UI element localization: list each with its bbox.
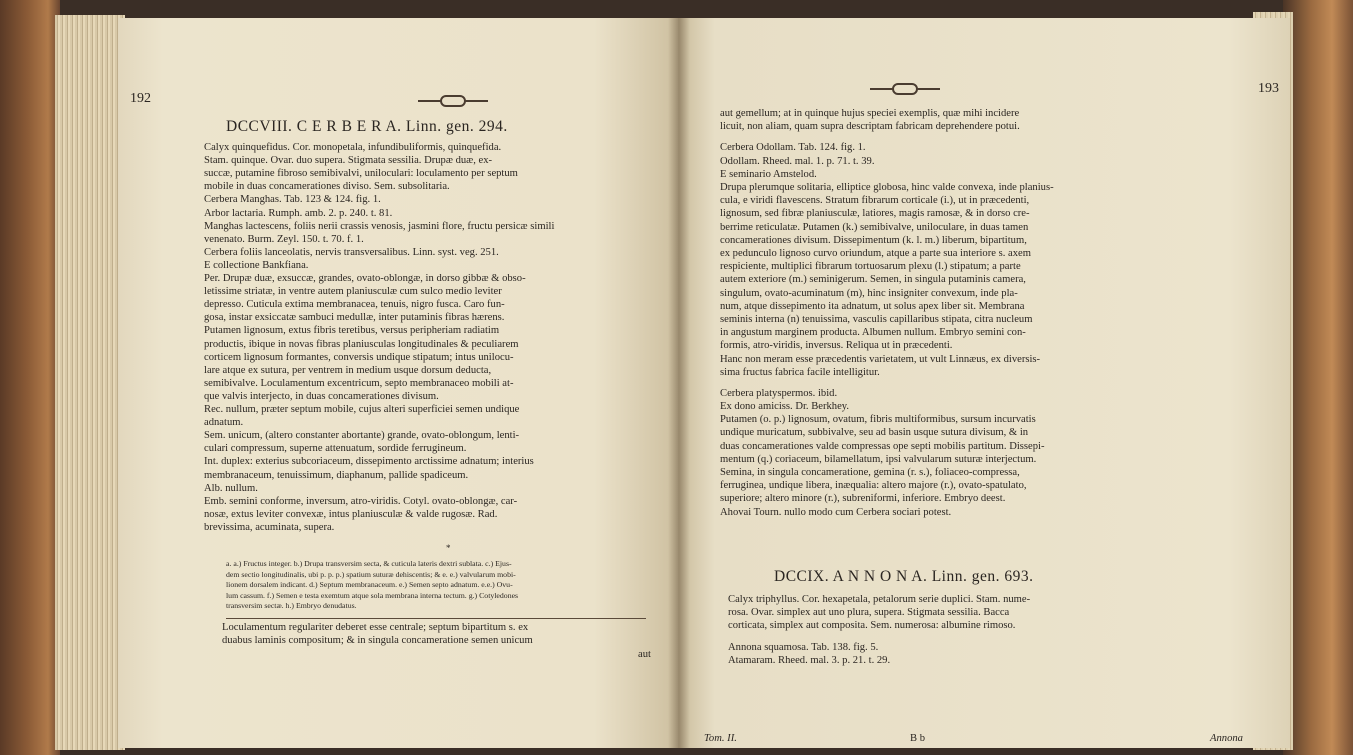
text-line: Sem. unicum, (altero constanter abortante) grande, ovato-oblongum, lenti-	[204, 430, 520, 442]
text-line: duas concamerationes valde compressas ope septi mobilis partitum. Dissepi-	[720, 440, 1045, 452]
text-line: respiciente, multiplici fibrarum tortuosarum plexu (l.) stipatum; a parte	[720, 261, 1021, 273]
ornament-icon-right	[870, 83, 940, 95]
text-line: semibivalve. Loculamentum excentricum, septo membranaceo mobili at-	[204, 377, 514, 389]
text-line: cula, e viridi flavescens. Stratum fibrarum corticale (i.), ut in præcedenti,	[720, 195, 1030, 207]
text-line: corticata, simplex aut composita. Sem. numerosa: albumine rimoso.	[728, 620, 1016, 632]
text-line: Loculamentum regulariter deberet esse centrale; septum bipartitum s. ex	[222, 622, 529, 633]
text-line: gosa, instar exsiccatæ sambuci medullæ, inter putaminis fibras hærens.	[204, 312, 505, 324]
text-line: seminis interna (n) tenuissima, vasculis capillaribus stipata, citra nucleum	[720, 313, 1033, 325]
footer-volume: Tom. II.	[704, 733, 737, 744]
text-line: Stam. quinque. Ovar. duo supera. Stigmata sessilia. Drupæ duæ, ex-	[204, 155, 493, 167]
text-line: depresso. Cuticula extima membranacea, tenuis, nigro fusca. Caro fun-	[204, 299, 505, 311]
text-line: Drupa plerumque solitaria, elliptice globosa, hinc valde convexa, inde planius-	[720, 181, 1054, 193]
text-line: Int. duplex: exterius subcoriaceum, dissepimento arctissime adnatum; interius	[204, 456, 534, 468]
text-line: corticem lignosum formantes, conversis undique stipatum; intus unilocu-	[204, 351, 514, 363]
text-line: Putamen lignosum, extus fibris teretibus, versus peripheriam radiatim	[204, 325, 500, 337]
text-line: aut gemellum; at in quinque hujus speciei exemplis, quæ mihi incidere	[720, 108, 1020, 119]
section-heading-annona: DCCIX. A N N O N A. Linn. gen. 693.	[774, 568, 1034, 585]
text-line: licuit, non aliam, quam supra descriptam fabricam deprehendere potui.	[720, 121, 1020, 133]
text-line: lionem dorsalem indicant. d.) Septum membranaceum. e.) Semen septo adnatum. e.e.) Ovu-	[226, 580, 513, 589]
text-line: undique muricatum, subbivalve, seu ad basin usque sutura divisum, & in	[720, 427, 1029, 439]
text-line: Putamen (o. p.) lignosum, ovatum, fibris multiformibus, sursum incurvatis	[720, 414, 1036, 426]
text-line: nosæ, extus leviter convexæ, intus planiusculæ & valde rugosæ. Rad.	[204, 508, 498, 520]
text-line: formis, atro-viridis, inversus. Reliqua ut in præcedenti.	[720, 340, 953, 352]
text-line: autem exteriore (m.) seminigerum. Semen, in singula putaminis camera,	[720, 274, 1026, 286]
footnote-star: *	[446, 543, 451, 553]
text-line: Annona squamosa. Tab. 138. fig. 5.	[728, 641, 879, 653]
text-line: letissime striatæ, in ventre autem planiusculæ cum sulco medio leviter	[204, 286, 502, 298]
book-gutter	[668, 18, 690, 748]
text-line: Semina, in singula concameratione, gemina (r. s.), foliaceo-compressa,	[720, 467, 1020, 479]
text-line: superiore; altero minore (r.), subreniformi, inferiore. Embryo deest.	[720, 493, 1006, 505]
text-line: productis, ibique in novas fibras planiusculas longitudinales & peculiarem	[204, 338, 519, 350]
text-line: in angustum marginem producta. Albumen nullum. Embryo semini con-	[720, 327, 1026, 339]
text-line: adnatum.	[204, 417, 244, 429]
footnote-rule	[226, 618, 646, 619]
text-line: rosa. Ovar. simplex aut uno plura, supera. Stigmata sessilia. Bacca	[728, 607, 1010, 619]
text-line: venenato. Burm. Zeyl. 150. t. 70. f. 1.	[204, 233, 364, 245]
text-line: ferruginea, undique libera, inæqualia: altero majore (r.), ovato-spatulato,	[720, 480, 1027, 492]
text-line: E collectione Bankfiana.	[204, 259, 309, 271]
right-page	[678, 18, 1290, 748]
text-line: sima fructus fabrica facile intelligitur.	[720, 366, 880, 378]
text-line: Calyx quinquefidus. Cor. monopetala, infundibuliformis, quinquefida.	[204, 142, 502, 153]
text-line: ex pedunculo lignoso curvo oriundum, atque a parte sua interiore s. axem	[720, 247, 1031, 259]
text-line: mentum (q.) coriaceum, bilamellatum, ipsi valvularum suturæ interjectum.	[720, 453, 1037, 465]
text-line: Cerbera Odollam. Tab. 124. fig. 1.	[720, 142, 866, 154]
text-line: Emb. semini conforme, inversum, atro-viridis. Cotyl. ovato-oblongæ, car-	[204, 495, 518, 507]
text-line: lum cassum. f.) Semen e testa exemtum atque sola membrana interna tectum. g.) Cotyledones	[226, 590, 519, 600]
text-line: Arbor lactaria. Rumph. amb. 2. p. 240. t. 81.	[204, 207, 393, 219]
ornament-icon-left	[418, 95, 488, 107]
text-line: a. a.) Fructus integer. b.) Drupa transversim secta, & cuticula lateris dextri sublata. c.) Ejus-	[226, 559, 512, 568]
text-line: Hanc non meram esse præcedentis varietatem, ut vult Linnæus, ex diversis-	[720, 353, 1041, 365]
text-line: lare atque ex sutura, per ventrem in medium usque dorsum deducta,	[204, 364, 492, 376]
text-line: num, atque dissepimento ita adnatum, ut solus apex liber sit. Membrana	[720, 300, 1025, 312]
text-line: concamerationes divisum. Dissepimentum (k. l. m.) liberum, bipartitum,	[720, 234, 1027, 246]
book-cover-right	[1283, 0, 1353, 755]
page-number-left: 192	[130, 91, 151, 106]
text-line: Atamaram. Rheed. mal. 3. p. 21. t. 29.	[728, 654, 891, 666]
footer-signature: B b	[910, 733, 926, 744]
section-heading-cerbera: DCCVIII. C E R B E R A. Linn. gen. 294.	[226, 118, 508, 135]
text-line: dem sectio longitudinalis, ubi p. p. p.) spatium suturæ dehiscentis; & e. e.) valvularum mobi-	[226, 569, 516, 579]
text-line: lignosum, sed fibræ planiusculæ, latiores, magis ramosæ, & in dorso cre-	[720, 208, 1030, 220]
text-line: E seminario Amstelod.	[720, 168, 817, 180]
page-number-right: 193	[1258, 81, 1279, 96]
text-line: Per. Drupæ duæ, exsuccæ, grandes, ovato-oblongæ, in dorso gibbæ & obso-	[204, 273, 526, 284]
text-line: singulum, ovato-acuminatum (m), hinc insigniter convexum, inde pla-	[720, 287, 1018, 299]
text-line: que valvis interjecto, in duas concamerationes divisum.	[204, 390, 439, 402]
text-line: Ahovai Tourn. nullo modo cum Cerbera sociari potest.	[720, 506, 952, 518]
text-line: Cerbera foliis lanceolatis, nervis transversalibus. Linn. syst. veg. 251.	[204, 246, 499, 258]
catchword-left: aut	[638, 649, 651, 660]
text-line: Odollam. Rheed. mal. 1. p. 71. t. 39.	[720, 155, 875, 167]
text-line: mobile in duas concamerationes diviso. Sem. subsolitaria.	[204, 181, 450, 193]
text-line: membranaceum, tenuissimum, diaphanum, pallide spadiceum.	[204, 469, 469, 481]
text-line: Manghas lactescens, foliis nerii crassis venosis, jasmini flore, fructu persicæ simili	[204, 220, 555, 232]
text-line: duabus laminis compositum; & in singula concameratione semen unicum	[222, 635, 533, 646]
catchword-right: Annona	[1210, 733, 1243, 744]
text-line: Calyx triphyllus. Cor. hexapetala, petalorum serie duplici. Stam. nume-	[728, 594, 1031, 605]
book-cover-left	[0, 0, 60, 755]
text-line: succæ, putamine fibroso semibivalvi, uniloculari: loculamento per septum	[204, 168, 518, 180]
text-line: Alb. nullum.	[204, 482, 258, 494]
page-edges-left	[55, 15, 125, 750]
text-line: berrime reticulatæ. Putamen (k.) semibivalve, uniloculare, in duas tamen	[720, 221, 1029, 233]
left-page	[118, 18, 678, 748]
text-line: transversim sectæ. h.) Embryo denudatus.	[226, 601, 357, 610]
text-line: culari compressum, superne attenuatum, sordide ferrugineum.	[204, 443, 467, 455]
text-line: brevissima, acuminata, supera.	[204, 521, 335, 533]
text-line: Cerbera Manghas. Tab. 123 & 124. fig. 1.	[204, 194, 381, 206]
text-line: Ex dono amiciss. Dr. Berkhey.	[720, 401, 850, 413]
text-line: Cerbera platyspermos. ibid.	[720, 387, 838, 399]
text-line: Rec. nullum, præter septum mobile, cujus alteri superficiei semen undique	[204, 404, 520, 415]
